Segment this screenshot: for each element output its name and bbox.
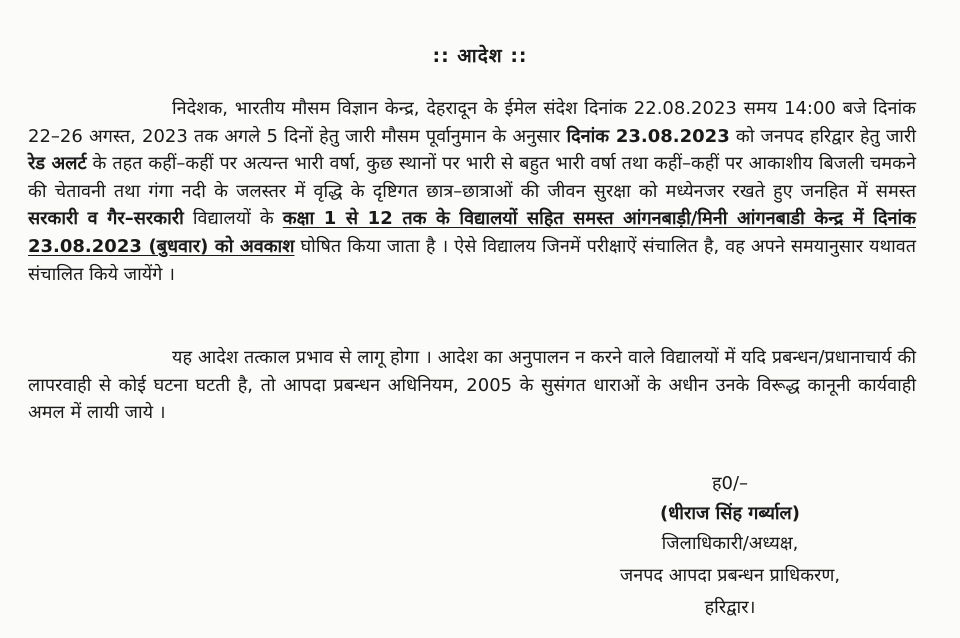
holiday-declaration: कक्षा 1 से 12 तक के विद्यालयों सहित समस्त आंगनबाड़ी/मिनी आंगनबाडी केन्द्र में दिनांक 23.08.2023 (बुधवार) को अवकाश [28,208,917,257]
highlight-red-alert: रेड अलर्ट [28,153,87,175]
order-paragraph-main [28,95,916,288]
paragraph-text: को जनपद हरिद्वार हेतु जारी [729,125,916,147]
paragraph-text: विद्यालयों के [183,208,283,230]
paragraph-text: निदेशक, भारतीय मौसम विज्ञान केन्द्र, देहरादून के ईमेल संदेश दिनांक 22.08.2023 समय 14:00 बजे दिनांक 22–26 अगस्त, 2023 तक अगले 5 दिनों हेतु जारी मौसम पूर्वानुमान के अनुसार [28,98,916,147]
signatory-name: (धीराज सिंह गर्ब्याल) [660,503,800,524]
order-paragraph-compliance: यह आदेश तत्काल प्रभाव से लागू होगा । आदेश का अनुपालन न करने वाले विद्यालयों में यदि प्रबन्धन/प्रधानाचार्य की लापरवाही से कोई घटना घटती है, तो आपदा प्रबन्धन अधिनियम, 2005 के सुसंगत धाराओं के अधीन उनके विरूद्ध कानूनी कार्यवाही अमल में लायी जाये । [28,347,916,424]
order-heading: :: आदेश :: [432,45,528,67]
signature-mark: ह0/– [711,473,749,494]
paragraph-text: घोषित किया जाता है । ऐसे विद्यालय जिनमें परीक्षाऐं संचालित है, वह अपने समयानुसार यथावत संचालित किये जायेंगे । [28,235,916,285]
highlight-school-type: सरकारी व गैर–सरकारी [28,208,184,230]
paragraph-text: के तहत कहीं–कहीं पर अत्यन्त भारी वर्षा, कुछ स्थानों पर भारी से बहुत भारी वर्षा तथा कहीं–कहीं पर आकाशीय बिजली चमकने की चेतावनी तथा गंगा नदी के जलस्तर में वृद्धि के दृष्टिगत छात्र–छात्राओं की जीवन सुरक्षा को मध्येनजर रखते हुए जनहित में समस्त [28,153,916,202]
highlight-date: दिनांक 23.08.2023 [566,125,730,147]
signatory-role: जिलाधिकारी/अध्यक्ष, [661,533,799,554]
signatory-place: हरिद्वार। [704,597,756,618]
signatory-authority: जनपद आपदा प्रबन्धन प्राधिकरण, [619,565,841,586]
